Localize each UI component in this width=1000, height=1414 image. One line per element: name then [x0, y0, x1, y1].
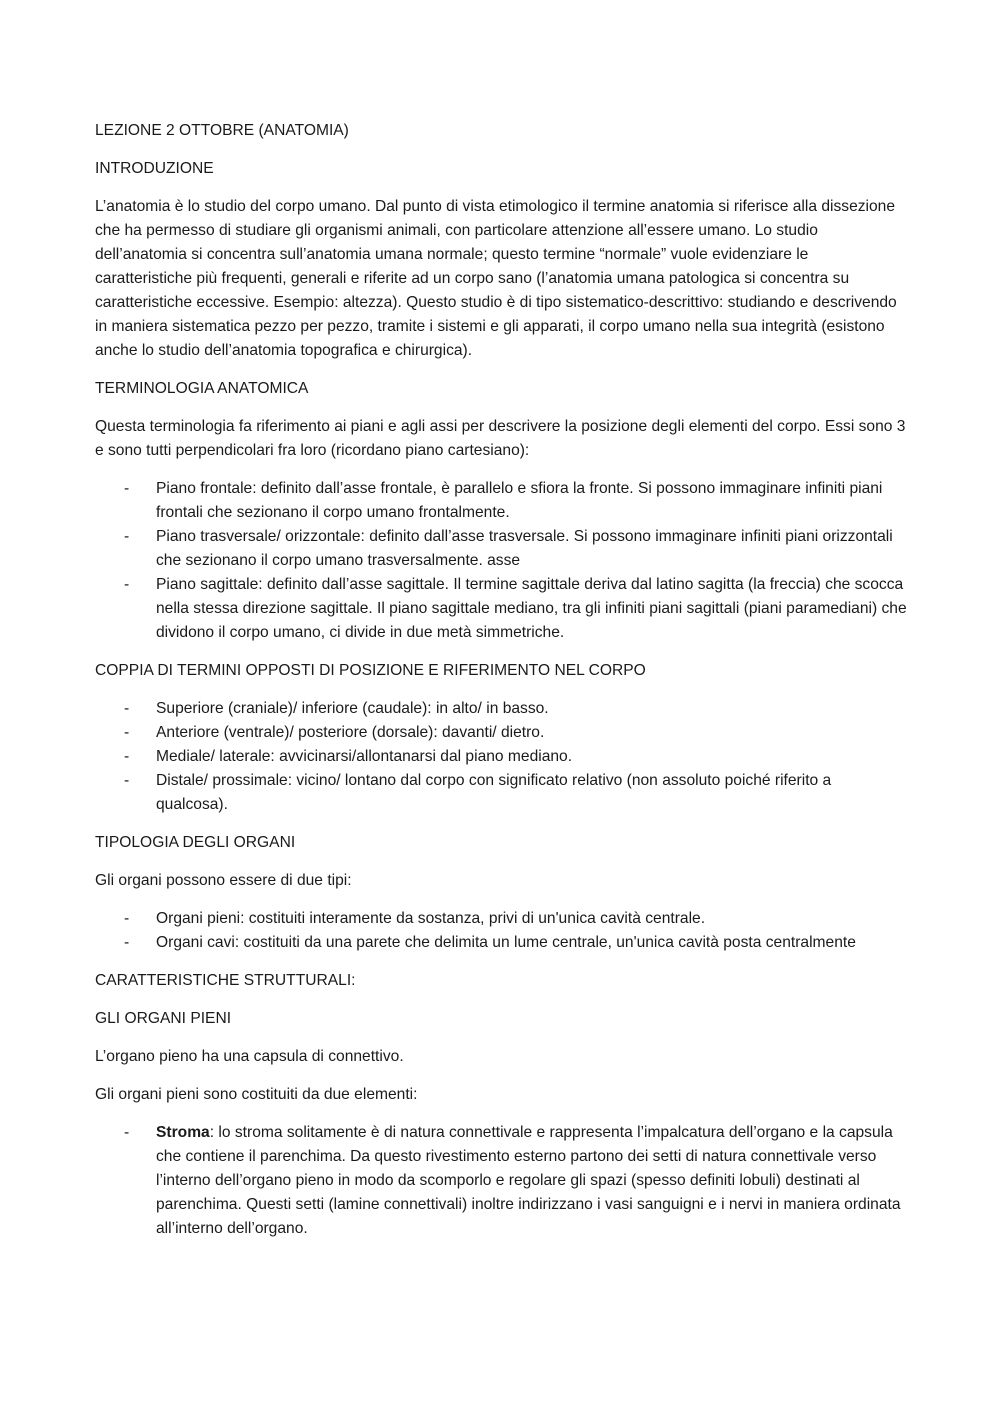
- terminology-paragraph: Questa terminologia fa riferimento ai piani e agli assi per descrivere la posizione degli elementi del corpo. Essi sono 3 e sono tutti perpendicolari fra loro (ricordano piano cartesiano):: [95, 418, 906, 459]
- list-item: [95, 525, 907, 573]
- list-item: [95, 573, 907, 645]
- dash-bullet: -: [124, 528, 130, 545]
- list-item-text: Distale/ prossimale: vicino/ lontano dal corpo con significato relativo (non assoluto poiché riferito a qualcosa).: [156, 772, 832, 813]
- planes-list: [95, 477, 907, 645]
- list-item-text: Piano trasversale/ orizzontale: definito dall’asse trasversale. Si possono immaginare infiniti piani orizzontali che sezionano il corpo umano trasversalmente. asse: [156, 528, 893, 569]
- pairs-list: [95, 697, 907, 817]
- dash-bullet: -: [124, 480, 130, 497]
- list-item-text: Piano sagittale: definito dall’asse sagittale. Il termine sagittale deriva dal latino sagitta (la freccia) che scocca nella stessa direzione sagittale. Il piano sagittale mediano, tra gli infiniti piani sagittali (piani paramediani) che dividono il corpo umano, ci divide in due metà simmetriche.: [156, 576, 907, 641]
- dash-bullet: -: [124, 700, 130, 717]
- organ-types-list: [95, 907, 907, 955]
- document-page: [95, 119, 907, 1255]
- dash-bullet: -: [124, 910, 130, 927]
- list-item: [95, 477, 907, 525]
- dash-bullet: -: [124, 724, 130, 741]
- section-heading-terminologia: TERMINOLOGIA ANATOMICA: [95, 380, 309, 397]
- dash-bullet: -: [124, 748, 130, 765]
- stroma-text: : lo stroma solitamente è di natura connettivale e rappresenta l’impalcatura dell’organo e la capsula che contiene il parenchima. Da questo rivestimento esterno partono dei setti di natura connettivale verso l’interno dell’organo pieno in modo da scomporlo e regolare gli spazi (spesso definiti lobuli) destinati al parenchima. Questi setti (lamine connettivali) inoltre indirizzano i vasi sanguigni e i nervi in maniera ordinata all’interno dell’organo.: [156, 1124, 901, 1237]
- section-heading-introduzione: INTRODUZIONE: [95, 160, 214, 177]
- stroma-term: Stroma: [156, 1124, 210, 1141]
- dash-bullet: -: [124, 934, 130, 951]
- list-item: [95, 907, 907, 931]
- list-item: [95, 745, 907, 769]
- organs-paragraph: Gli organi possono essere di due tipi:: [95, 872, 352, 889]
- section-heading-caratteristiche: CARATTERISTICHE STRUTTURALI:: [95, 972, 356, 989]
- section-heading-organi-pieni: GLI ORGANI PIENI: [95, 1010, 232, 1027]
- section-heading-coppia-termini: COPPIA DI TERMINI OPPOSTI DI POSIZIONE E RIFERIMENTO NEL CORPO: [95, 662, 646, 679]
- elements-paragraph: Gli organi pieni sono costituiti da due elementi:: [95, 1086, 418, 1103]
- list-item-text: Superiore (craniale)/ inferiore (caudale): in alto/ in basso.: [156, 700, 549, 717]
- dash-bullet: -: [124, 576, 130, 593]
- elements-list: [95, 1121, 907, 1241]
- capsule-paragraph: L’organo pieno ha una capsula di connettivo.: [95, 1048, 404, 1065]
- list-item: [95, 769, 907, 817]
- intro-paragraph: L’anatomia è lo studio del corpo umano. Dal punto di vista etimologico il termine anatomia si riferisce alla dissezione che ha permesso di studiare gli organismi animali, con particolare attenzione all’essere umano. Lo studio dell’anatomia si concentra sull’anatomia umana normale; questo termine “normale” vuole evidenziare le caratteristiche più frequenti, generali e riferite ad un corpo sano (l’anatomia umana patologica si concentra su caratteristiche eccessive. Esempio: altezza). Questo studio è di tipo sistematico-descrittivo: studiando e descrivendo in maniera sistematica pezzo per pezzo, tramite i sistemi e gli apparati, il corpo umano nella sua integrità (esistono anche lo studio dell’anatomia topografica e chirurgica).: [95, 198, 897, 359]
- list-item-text: Mediale/ laterale: avvicinarsi/allontanarsi dal piano mediano.: [156, 748, 573, 765]
- dash-bullet: -: [124, 1124, 130, 1141]
- document-title: LEZIONE 2 OTTOBRE (ANATOMIA): [95, 122, 349, 139]
- list-item: [95, 1121, 907, 1241]
- list-item-text: Piano frontale: definito dall’asse frontale, è parallelo e sfiora la fronte. Si possono immaginare infiniti piani frontali che sezionano il corpo umano frontalmente.: [156, 480, 883, 521]
- list-item-text: Organi pieni: costituiti interamente da sostanza, privi di un'unica cavità centrale.: [156, 910, 706, 927]
- list-item: [95, 721, 907, 745]
- section-heading-tipologia-organi: TIPOLOGIA DEGLI ORGANI: [95, 834, 296, 851]
- list-item: [95, 931, 907, 955]
- list-item-text: Anteriore (ventrale)/ posteriore (dorsale): davanti/ dietro.: [156, 724, 545, 741]
- dash-bullet: -: [124, 772, 130, 789]
- list-item-text: Organi cavi: costituiti da una parete che delimita un lume centrale, un'unica cavità posta centralmente: [156, 934, 856, 951]
- list-item: [95, 697, 907, 721]
